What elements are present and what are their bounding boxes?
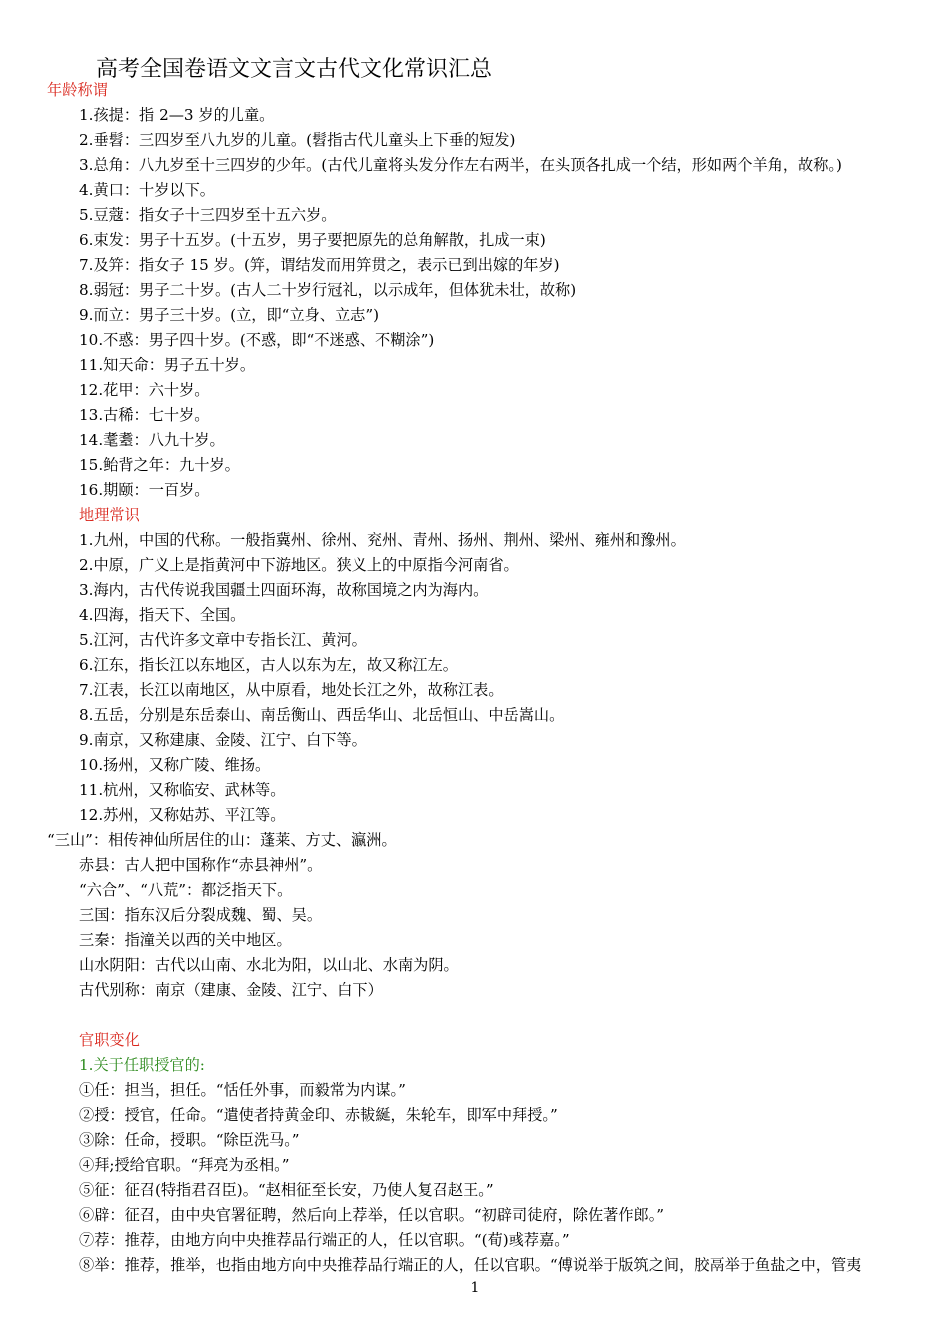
list-item: 古代别称：南京（建康、金陵、江宁、白下） [79,981,383,999]
list-item: 8.五岳，分别是东岳泰山、南岳衡山、西岳华山、北岳恒山、中岳嵩山。 [79,706,565,724]
list-item: 8.弱冠：男子二十岁。(古人二十岁行冠礼，以示成年，但体犹未壮，故称) [79,281,577,299]
list-item: ⑦荐：推荐，由地方向中央推荐品行端正的人，任以官职。“(荀)彧荐嘉。” [79,1231,570,1249]
list-item: 6.束发：男子十五岁。(十五岁，男子要把原先的总角解散，扎成一束) [79,231,546,249]
list-item: 3.总角：八九岁至十三四岁的少年。(古代儿童将头发分作左右两半，在头顶各扎成一个结，形如两个羊角，故称。) [79,156,842,174]
list-item: 11.杭州，又称临安、武林等。 [79,781,286,799]
subsection-heading: 1.关于任职授官的: [79,1056,205,1074]
section-heading-age: 年龄称谓 [47,81,108,99]
list-item: 3.海内，古代传说我国疆土四面环海，故称国境之内为海内。 [79,581,489,599]
list-item: 4.黄口：十岁以下。 [79,181,215,199]
list-item: ①任：担当，担任。“恬任外事，而毅常为内谋。” [79,1081,406,1099]
list-item: 三秦：指潼关以西的关中地区。 [79,931,292,949]
list-item: ③除：任命，授职。“除臣洗马。” [79,1131,300,1149]
list-item: 11.知天命：男子五十岁。 [79,356,256,374]
list-item: 9.而立：男子三十岁。(立，即“立身、立志”) [79,306,380,324]
page-number: 1 [470,1280,480,1296]
list-item: 12.苏州，又称姑苏、平江等。 [79,806,286,824]
list-item: 15.鲐背之年：九十岁。 [79,456,240,474]
list-item: 14.耄耋：八九十岁。 [79,431,225,449]
list-item: ④拜;授给官职。“拜亮为丞相。” [79,1156,290,1174]
list-item: 13.古稀：七十岁。 [79,406,210,424]
page-title: 高考全国卷语文文言文古代文化常识汇总 [96,57,493,82]
list-item: 16.期颐：一百岁。 [79,481,210,499]
list-item: 5.江河，古代许多文章中专指长江、黄河。 [79,631,367,649]
list-item: 6.江东，指长江以东地区，古人以东为左，故又称江左。 [79,656,458,674]
list-item: 10.不惑：男子四十岁。(不惑，即“不迷惑、不糊涂”) [79,331,435,349]
list-item: ⑤征：征召(特指君召臣)。“赵相征至长安，乃使人复召赵王。” [79,1181,494,1199]
section-heading-office: 官职变化 [79,1031,140,1049]
list-item: 1.孩提：指 2—3 岁的儿童。 [79,106,275,124]
list-item: “三山”：相传神仙所居住的山：蓬莱、方丈、瀛洲。 [47,831,397,849]
list-item: ⑥辟：征召，由中央官署征聘，然后向上荐举，任以官职。“初辟司徒府，除佐著作郎。” [79,1206,665,1224]
list-item: 5.豆蔻：指女子十三四岁至十五六岁。 [79,206,337,224]
list-item: 三国：指东汉后分裂成魏、蜀、吴。 [79,906,322,924]
section-heading-geo: 地理常识 [79,506,140,524]
list-item: 12.花甲：六十岁。 [79,381,210,399]
list-item: 山水阴阳：古代以山南、水北为阳，以山北、水南为阴。 [79,956,459,974]
list-item: “六合”、“八荒”：都泛指天下。 [79,881,293,899]
list-item: 2.中原，广义上是指黄河中下游地区。狭义上的中原指今河南省。 [79,556,519,574]
list-item: 10.扬州，又称广陵、维扬。 [79,756,271,774]
list-item: 4.四海，指天下、全国。 [79,606,246,624]
list-item: ⑧举：推荐，推举，也指由地方向中央推荐品行端正的人，任以官职。“傅说举于版筑之间，胶鬲举于鱼盐之中，管夷 [79,1256,862,1274]
list-item: 赤县：古人把中国称作“赤县神州”。 [79,856,323,874]
list-item: 9.南京，又称建康、金陵、江宁、白下等。 [79,731,367,749]
list-item: 2.垂髫：三四岁至八九岁的儿童。(髫指古代儿童头上下垂的短发) [79,131,516,149]
list-item: ②授：授官，任命。“遣使者持黄金印、赤韨綖，朱轮车，即军中拜授。” [79,1106,558,1124]
list-item: 7.及笄：指女子 15 岁。(笄，谓结发而用笄贯之，表示已到出嫁的年岁) [79,256,560,274]
list-item: 1.九州，中国的代称。一般指冀州、徐州、兖州、青州、扬州、荆州、梁州、雍州和豫州。 [79,531,686,549]
list-item: 7.江表，长江以南地区，从中原看，地处长江之外，故称江表。 [79,681,504,699]
